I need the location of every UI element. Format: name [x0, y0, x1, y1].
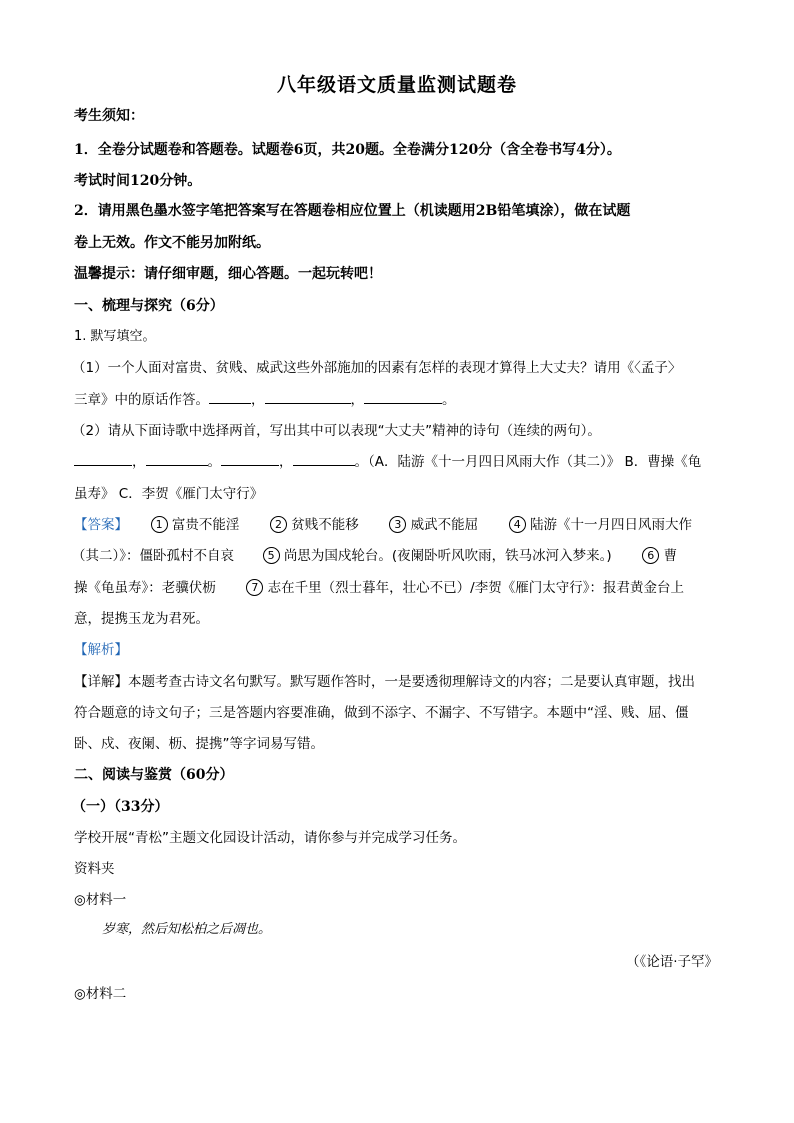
question-1-1-cont [74, 390, 456, 410]
notice-item-2-cont: 卷上无效。作文不能另加附纸。 [74, 235, 270, 251]
analysis-label: 【解析】 [74, 642, 128, 658]
period: 。 [442, 392, 456, 408]
answer-blank-7[interactable] [293, 453, 355, 466]
period: 。 [207, 454, 221, 470]
notice-tip: 温馨提示：请仔细审题，细心答题。一起玩转吧！ [74, 266, 382, 282]
answer-blank-5[interactable] [146, 453, 208, 466]
question-1-1: （1）一个人面对富贵、贫贱、威武这些外部施加的因素有怎样的表现才算得上大丈夫？请用《〈孟子〉 [72, 360, 682, 376]
answer-blank-3[interactable] [364, 391, 442, 404]
question-1-2-options-cont: 虽寿》 C．李贺《雁门太守行》 [74, 486, 264, 502]
question-1-title: 1. 默写填空。 [74, 329, 156, 344]
comma: ， [132, 454, 146, 470]
comma: ， [350, 392, 364, 408]
answer-number-4: 4 [509, 516, 526, 533]
section2-intro: 学校开展“青松”主题文化园设计活动，请你参与并完成学习任务。 [74, 830, 466, 846]
comma: ， [279, 454, 293, 470]
page-title: 八年级语文质量监测试题卷 [276, 74, 517, 96]
question-1-2-options: （A．陆游《十一月四日风雨大作（其二）》 B．曹操《龟 [368, 454, 702, 470]
answer-4: 陆游《十一月四日风雨大作 [530, 517, 693, 533]
section2-heading: 二、阅读与鉴赏（60分） [74, 767, 234, 783]
answer-2: 贫贱不能移 [291, 517, 359, 533]
section1-heading: 一、梳理与探究（6分） [74, 298, 224, 314]
analysis-detail-3: 卧、戍、夜阑、枥、提携”等字词易写错。 [74, 736, 324, 752]
answer-number-5: 5 [263, 547, 280, 564]
answer-5: 尚思为国戍轮台。(夜阑卧听风吹雨，铁马冰河入梦来。) [283, 548, 612, 564]
material-2-label: ◎材料二 [74, 986, 127, 1002]
answer-4-cont: （其二）》：僵卧孤村不自哀 [72, 548, 234, 564]
answer-number-1: 1 [151, 516, 168, 533]
answer-label: 【答案】 [74, 517, 128, 533]
comma: ， [251, 392, 265, 408]
material-1-quote: 岁寒，然后知松柏之后凋也。 [102, 922, 272, 937]
answer-line-4: 意，提携玉龙为君死。 [74, 611, 209, 627]
question-1-2-blanks [74, 452, 701, 472]
material-folder: 资料夹 [74, 861, 115, 877]
material-1-label: ◎材料一 [74, 892, 127, 908]
answer-blank-4[interactable] [74, 453, 132, 466]
notice-item-1: 1．全卷分试题卷和答题卷。试题卷6页，共20题。全卷满分120分（含全卷书写4分）。 [74, 142, 621, 158]
answer-number-2: 2 [270, 516, 287, 533]
notice-item-1-cont: 考试时间120分钟。 [74, 173, 202, 189]
analysis-detail-1: 【详解】本题考查古诗文名句默写。默写题作答时，一是要透彻理解诗文的内容；二是要认真审题，找出 [74, 674, 695, 690]
period: 。 [354, 454, 368, 470]
answer-line-1 [74, 515, 692, 535]
answer-blank-2[interactable] [265, 391, 351, 404]
question-1-2: （2）请从下面诗歌中选择两首，写出其中可以表现“大丈夫”精神的诗句（连续的两句）。 [72, 423, 601, 439]
answer-7: 志在千里（烈士暮年，壮心不已）/李贺《雁门太守行》：报君黄金台上 [267, 580, 684, 596]
section2-part1: （一）（33分） [72, 799, 169, 815]
answer-6: 曹 [663, 548, 678, 564]
answer-6-cont: 操《龟虽寿》：老骥伏枥 [74, 580, 216, 596]
answer-number-6: 6 [642, 547, 659, 564]
answer-blank-6[interactable] [221, 453, 279, 466]
question-1-1-prefix: 三章》中的原话作答。 [74, 392, 209, 408]
material-1-source: （《论语·子罕》 [625, 954, 718, 970]
notice-item-2: 2．请用黑色墨水签字笔把答案写在答题卷相应位置上（机读题用2B铅笔填涂），做在试题 [74, 203, 631, 219]
answer-number-7: 7 [246, 579, 263, 596]
answer-line-2 [72, 546, 677, 566]
answer-3: 威武不能屈 [410, 517, 479, 533]
answer-line-3 [74, 578, 684, 598]
answer-blank-1[interactable] [209, 391, 251, 404]
analysis-detail-2: 符合题意的诗文句子；三是答题内容要准确，做到不添字、不漏字、不写错字。本题中“淫、贱、屈、僵 [74, 705, 689, 721]
answer-1: 富贵不能淫 [171, 517, 240, 533]
notice-heading: 考生须知： [74, 108, 144, 124]
answer-number-3: 3 [389, 516, 406, 533]
